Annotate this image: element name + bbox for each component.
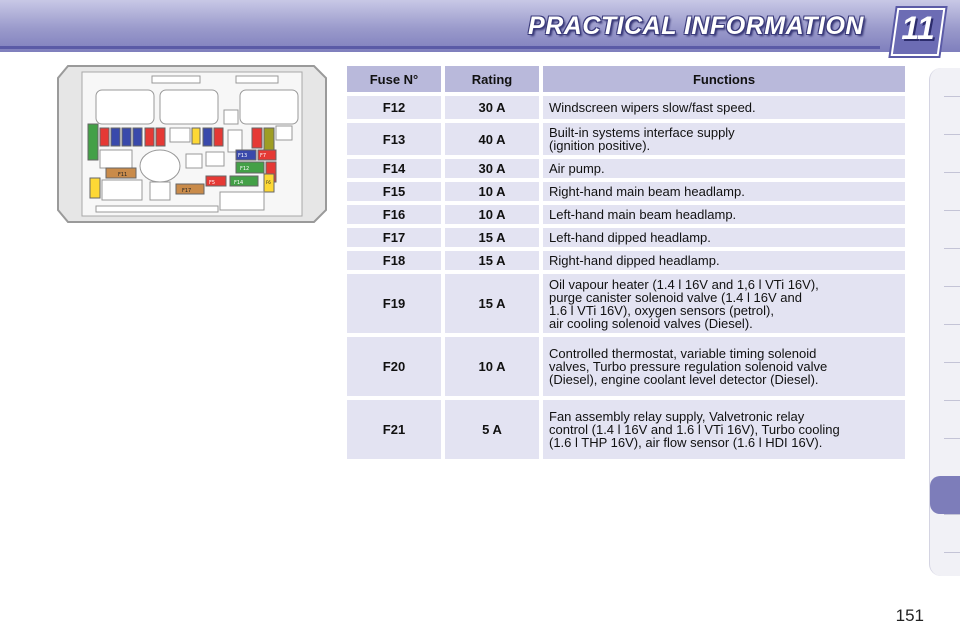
fuse-label: F6 xyxy=(266,180,271,185)
fuse-label: F14 xyxy=(234,180,244,186)
fuse-rating: 15 A xyxy=(445,228,539,247)
fuse-label: F17 xyxy=(182,188,192,194)
fuse-functions: Left-hand main beam headlamp. xyxy=(543,205,905,224)
fuse-functions: Right-hand dipped headlamp. xyxy=(543,251,905,270)
column-header-rating: Rating xyxy=(445,66,539,92)
tab-divider xyxy=(944,172,960,173)
fuse-rating: 40 A xyxy=(445,123,539,155)
table-row xyxy=(347,337,905,396)
table-row xyxy=(347,123,905,155)
tab-divider xyxy=(944,400,960,401)
tab-divider xyxy=(944,286,960,287)
fuse-number: F15 xyxy=(347,182,441,201)
fuse-number: F19 xyxy=(347,274,441,333)
table-row xyxy=(347,228,905,247)
fuse-number: F18 xyxy=(347,251,441,270)
fuse-functions: Built-in systems interface supply (ignition positive). xyxy=(543,123,905,155)
page-header xyxy=(0,0,960,52)
table-row xyxy=(347,400,905,459)
fuse-label: F12 xyxy=(240,166,250,172)
fuse-functions: Fan assembly relay supply, Valvetronic relay control (1.4 l 16V and 1.6 l VTi 16V), Turbo cooling (1.6 l THP 16V), air flow sensor (1.6 l HDI 16V). xyxy=(543,400,905,459)
tab-divider xyxy=(944,362,960,363)
section-title: PRACTICAL INFORMATION xyxy=(528,12,864,40)
fuse-functions: Oil vapour heater (1.4 l 16V and 1,6 l VTi 16V), purge canister solenoid valve (1.4 l 16V and 1.6 l VTi 16V), oxygen sensors (petrol), air cooling solenoid valves (Diesel). xyxy=(543,274,905,333)
fuse-number: F12 xyxy=(347,96,441,119)
fuse-rating: 30 A xyxy=(445,159,539,178)
tab-divider xyxy=(944,134,960,135)
tab-divider xyxy=(944,514,960,515)
fuse-functions: Right-hand main beam headlamp. xyxy=(543,182,905,201)
table-row xyxy=(347,96,905,119)
chapter-number: 11 xyxy=(901,10,935,46)
fuse-number: F21 xyxy=(347,400,441,459)
table-row xyxy=(347,182,905,201)
fuse-number: F14 xyxy=(347,159,441,178)
fuse-functions: Left-hand dipped headlamp. xyxy=(543,228,905,247)
fuse-functions: Controlled thermostat, variable timing solenoid valves, Turbo pressure regulation solenoid valve (Diesel), engine coolant level detector (Diesel). xyxy=(543,337,905,396)
header-rule xyxy=(0,46,880,49)
fuse-label: F7 xyxy=(260,153,267,159)
tab-divider xyxy=(944,324,960,325)
fuse-number: F13 xyxy=(347,123,441,155)
fuse-rating: 10 A xyxy=(445,182,539,201)
fuse-number: F17 xyxy=(347,228,441,247)
fuse-rating: 5 A xyxy=(445,400,539,459)
fuse-label: F13 xyxy=(238,153,248,159)
fuse-number: F20 xyxy=(347,337,441,396)
tab-divider xyxy=(944,438,960,439)
chapter-tab-active[interactable] xyxy=(930,476,960,514)
fuse-rating: 15 A xyxy=(445,274,539,333)
table-row xyxy=(347,159,905,178)
column-header-fuse: Fuse N° xyxy=(347,66,441,92)
fuse-rating: 30 A xyxy=(445,96,539,119)
tab-divider xyxy=(944,210,960,211)
fuse-label: F11 xyxy=(118,172,128,178)
column-header-functions: Functions xyxy=(543,66,905,92)
tab-divider xyxy=(944,248,960,249)
table-header-row xyxy=(347,66,905,92)
fuse-label: F5 xyxy=(209,180,216,186)
fuse-rating: 10 A xyxy=(445,337,539,396)
fuse-table xyxy=(343,62,909,463)
fuse-number: F16 xyxy=(347,205,441,224)
table-row xyxy=(347,205,905,224)
fuse-rating: 15 A xyxy=(445,251,539,270)
table-row xyxy=(347,251,905,270)
fuse-box-diagram xyxy=(56,64,328,224)
tab-divider xyxy=(944,552,960,553)
fuse-functions: Air pump. xyxy=(543,159,905,178)
tab-divider xyxy=(944,96,960,97)
page-number: 151 xyxy=(895,606,924,625)
fuse-functions: Windscreen wipers slow/fast speed. xyxy=(543,96,905,119)
table-row xyxy=(347,274,905,333)
fuse-rating: 10 A xyxy=(445,205,539,224)
